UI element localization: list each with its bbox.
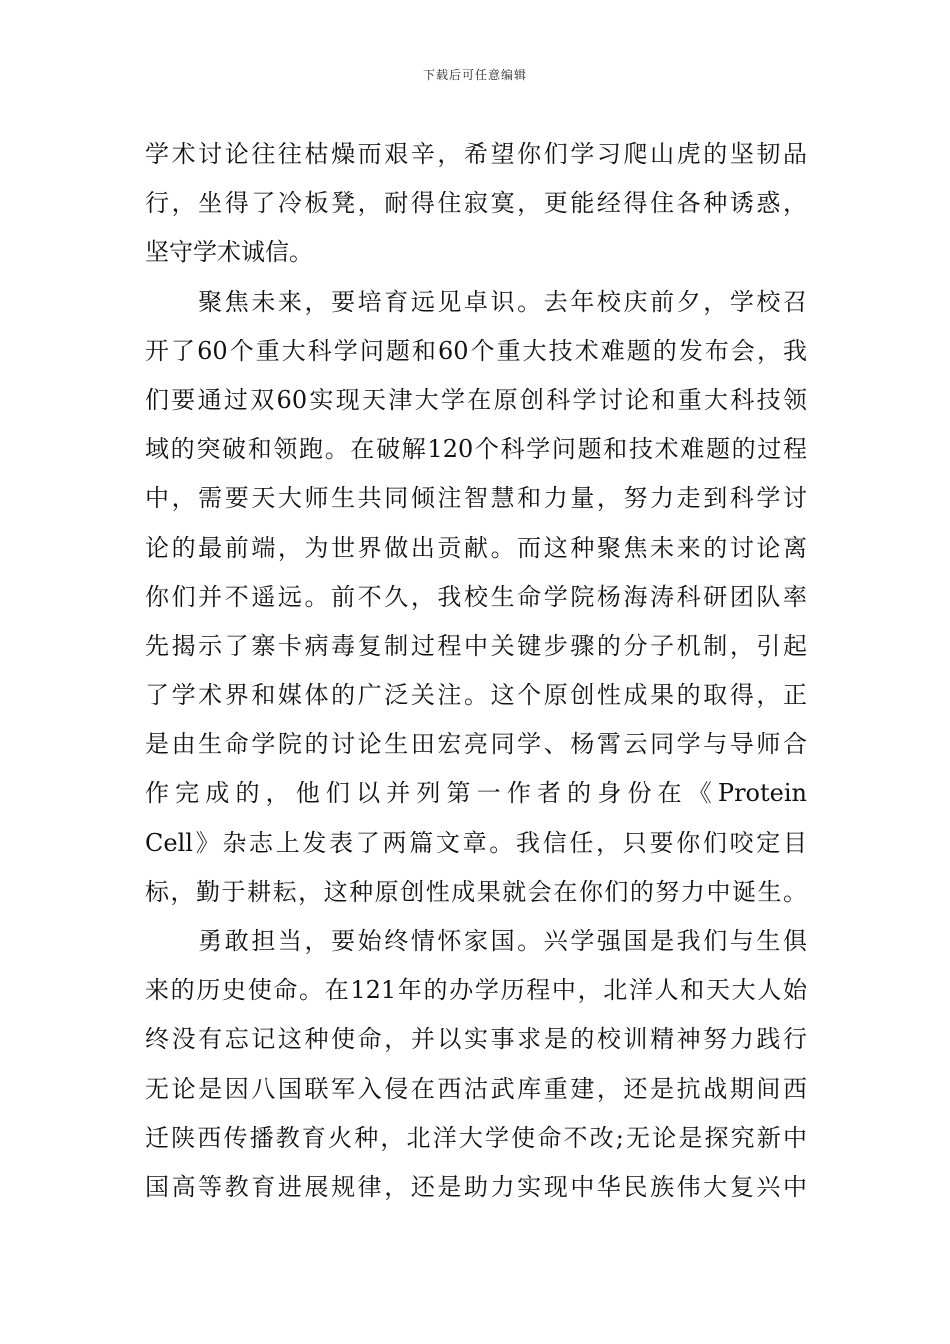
text-line: 终没有忘记这种使命，并以实事求是的校训精神努力践行: [145, 1025, 807, 1054]
text-line: 国高等教育进展规律，还是助力实现中华民族伟大复兴中: [145, 1172, 807, 1201]
text-line: 作完成的，他们以并列第一作者的身份在《Protein: [145, 779, 807, 808]
text-line: 学术讨论往往枯燥而艰辛，希望你们学习爬山虎的坚韧品: [145, 140, 807, 168]
text-line: 迁陕西传播教育火种，北洋大学使命不改;无论是探究新中: [145, 1123, 807, 1152]
text-line: 坚守学术诚信。: [145, 238, 313, 267]
text-line: 们要通过双60实现天津大学在原创科学讨论和重大科技领: [145, 385, 807, 414]
text-line: 先揭示了寨卡病毒复制过程中关键步骤的分子机制，引起: [145, 631, 807, 660]
text-line: 聚焦未来，要培育远见卓识。去年校庆前夕，学校召: [145, 287, 807, 316]
text-line: 勇敢担当，要始终情怀家国。兴学强国是我们与生俱: [145, 927, 807, 955]
text-line: 中，需要天大师生共同倾注智慧和力量，努力走到科学讨: [145, 484, 807, 513]
text-line: 无论是因八国联军入侵在西沽武库重建，还是抗战期间西: [145, 1074, 807, 1103]
text-line: 来的历史使命。在121年的办学历程中，北洋人和天大人始: [145, 976, 807, 1005]
text-line: 域的突破和领跑。在破解120个科学问题和技术难题的过程: [145, 435, 807, 464]
text-line: 论的最前端，为世界做出贡献。而这种聚焦未来的讨论离: [145, 533, 807, 562]
document-body: [145, 130, 807, 1212]
text-line: 标，勤于耕耘，这种原创性成果就会在你们的努力中诞生。: [145, 877, 807, 906]
page-header: 下载后可任意编辑: [422, 68, 527, 82]
text-line: 开了60个重大科学问题和60个重大技术难题的发布会，我: [145, 336, 807, 365]
text-line: 你们并不遥远。前不久，我校生命学院杨海涛科研团队率: [145, 582, 807, 611]
text-line: 行，坐得了冷板凳，耐得住寂寞，更能经得住各种诱惑，: [145, 189, 807, 218]
text-line: 是由生命学院的讨论生田宏亮同学、杨霄云同学与导师合: [145, 730, 807, 759]
text-line: 了学术界和媒体的广泛关注。这个原创性成果的取得，正: [145, 681, 807, 710]
text-line: Cell》杂志上发表了两篇文章。我信任，只要你们咬定目: [145, 828, 807, 857]
